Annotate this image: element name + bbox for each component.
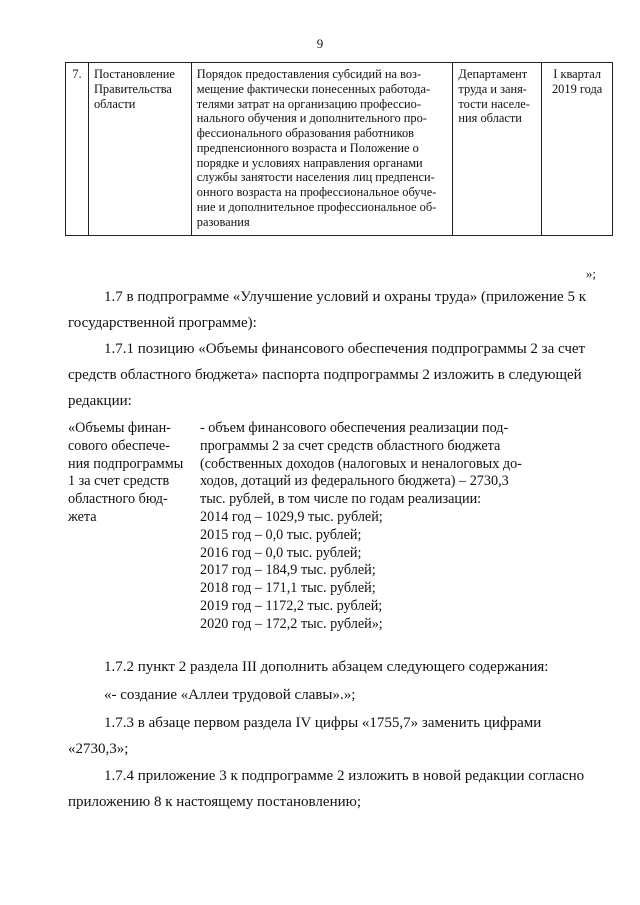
plan-table — [65, 62, 613, 236]
cell-line: порядке и условиях направления органами — [196, 155, 423, 170]
text-line: ходов, дотаций из федерального бюджета) – 2730,3 — [200, 473, 509, 490]
text-line: жета — [68, 508, 97, 525]
paragraph-1-7 — [68, 284, 612, 336]
cell-line: фессионального образования работников — [196, 126, 415, 140]
cell-line: Правительства — [93, 81, 172, 96]
paragraph-1-7-4 — [68, 763, 612, 815]
cell-line: предпенсионного возраста и Положение о — [196, 140, 419, 155]
year-line: 2014 год – 1029,9 тыс. рублей; — [200, 508, 383, 525]
text-line: «2730,3»; — [68, 741, 129, 757]
text-line: ния подпрограммы — [68, 455, 184, 472]
cell-line: области — [93, 96, 136, 111]
page-number: 9 — [316, 36, 324, 51]
text-line: (собственных доходов (налоговых и неналоговых до- — [200, 455, 522, 472]
cell-line: онного возраста на профессиональное обуче- — [196, 185, 437, 199]
paragraph-1-7-3 — [68, 710, 612, 762]
text-line: 1.7.3 в абзаце первом раздела IV цифры «1755,7» заменить цифрами — [104, 715, 542, 731]
funding-label — [68, 420, 198, 527]
cell-line: телями затрат на организацию профессио- — [196, 96, 421, 111]
text-line: 1.7 в подпрограмме «Улучшение условий и охраны труда» (приложение 5 к — [104, 289, 586, 305]
text-line: «Объемы финан- — [68, 420, 171, 436]
text-line: 1.7.2 пункт 2 раздела III дополнить абзацем следующего содержания: — [104, 659, 549, 675]
cell-line: тости населе- — [458, 96, 530, 111]
cell-line: ния области — [458, 111, 522, 126]
text-line: областного бюд- — [68, 491, 168, 508]
table-row — [66, 63, 613, 236]
paragraph-quote — [68, 682, 612, 708]
year-line: 2019 год – 1172,2 тыс. рублей; — [200, 597, 383, 614]
document-title-cell — [191, 63, 453, 236]
year-line: 2015 год – 0,0 тыс. рублей; — [200, 526, 362, 543]
cell-line: I квартал — [553, 67, 602, 81]
paragraph-1-7-1 — [68, 336, 612, 414]
text-line: программы 2 за счет средств областного бюджета — [200, 437, 501, 454]
paragraph-1-7-2 — [68, 654, 612, 680]
cell-line: Департамент — [458, 67, 528, 81]
text-line: сового обеспече- — [68, 437, 170, 454]
cell-line: труда и заня- — [458, 81, 527, 96]
funding-text — [200, 420, 612, 634]
text-line: 1.7.1 позицию «Объемы финансового обеспечения подпрограммы 2 за счет — [104, 341, 586, 357]
text-line: 1.7.4 приложение 3 к подпрограмме 2 изложить в новой редакции согласно — [104, 768, 585, 784]
text-line: «- создание «Аллеи трудовой славы».»; — [104, 687, 356, 703]
text-line: 1 за счет средств — [68, 473, 170, 490]
executor-cell — [453, 63, 542, 236]
cell-line: ние и дополнительное профессиональное об- — [196, 199, 437, 214]
cell-line: Порядок предоставления субсидий на воз- — [196, 67, 422, 81]
deadline-cell — [542, 63, 613, 236]
text-line: - объем финансового обеспечения реализации под- — [200, 420, 509, 436]
cell-line: разования — [196, 214, 250, 229]
cell-line: 2019 года — [551, 81, 603, 96]
year-line: 2020 год – 172,2 тыс. рублей»; — [200, 615, 383, 632]
cell-line: службы занятости населения лиц предпенси- — [196, 170, 435, 185]
cell-line: Постановление — [93, 67, 175, 81]
closing-quote-mark: »; — [585, 266, 596, 281]
text-line: тыс. рублей, в том числе по годам реализации: — [200, 491, 482, 508]
text-line: приложению 8 к настоящему постановлению; — [68, 794, 361, 810]
text-line: государственной программе): — [68, 315, 257, 331]
text-line: средств областного бюджета» паспорта подпрограммы 2 изложить в следующей — [68, 367, 582, 383]
year-line: 2017 год – 184,9 тыс. рублей; — [200, 562, 376, 579]
text-line: редакции: — [68, 393, 132, 409]
row-number: 7. — [66, 63, 89, 236]
document-type-cell — [88, 63, 191, 236]
year-line: 2016 год – 0,0 тыс. рублей; — [200, 544, 362, 561]
year-line: 2018 год – 171,1 тыс. рублей; — [200, 580, 376, 597]
cell-line: нального обучения и дополнительного про- — [196, 111, 427, 126]
cell-line: мещение фактически понесенных работода- — [196, 81, 431, 96]
